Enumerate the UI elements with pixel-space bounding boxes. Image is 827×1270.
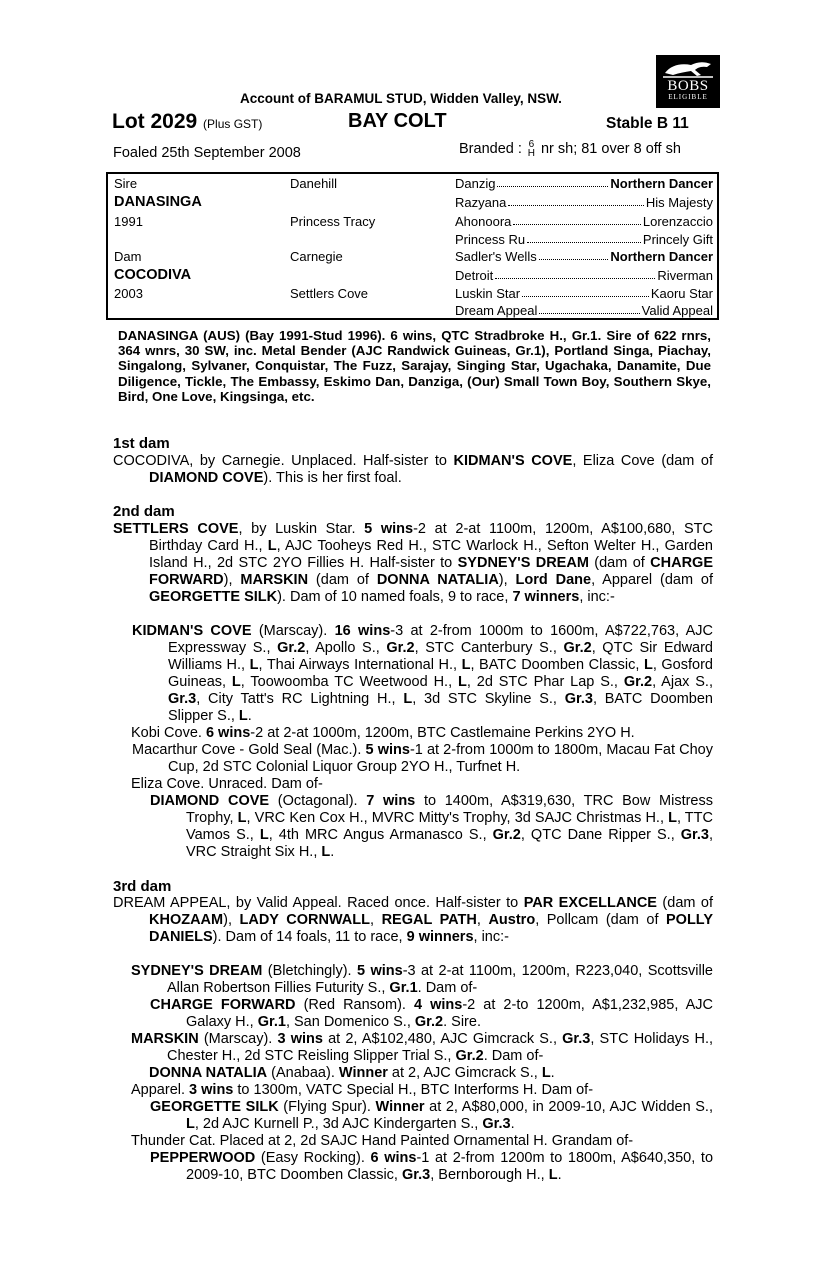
second-dam-heading: 2nd dam [113, 503, 175, 520]
horse-sex-colour: BAY COLT [348, 110, 447, 132]
gen3-dam: Kaoru Star [650, 286, 713, 301]
progeny-entry: Macarthur Cove - Gold Seal (Mac.). 5 wins-1 at 2-from 1000m to 1800m, Macau Fat Choy Cup, 2d STC Colonial Liquor Group 2YO H., Turfnet H. [132, 742, 713, 775]
account-line: Account of BARAMUL STUD, Widden Valley, NSW. [240, 91, 562, 106]
second-dam-text: SETTLERS COVE, by Luskin Star. 5 wins-2 at 2-at 1100m, 1200m, A$100,680, STC Birthday Card H., L, AJC Tooheys Red H., STC Warlock H., Sefton Welter H., Garden Island H., 2d STC 2YO Fillies H. Half-sister to SYDNEY'S DREAM (dam of CHARGE FORWARD), MARSKIN (dam of DONNA NATALIA), Lord Dane, Apparel (dam of GEORGETTE SILK). Dam of 10 named foals, 9 to race, 7 winners, inc:- [113, 521, 714, 605]
brand-mark [526, 140, 537, 158]
gen3-dam: Valid Appeal [641, 303, 713, 318]
gen3-row [455, 214, 713, 229]
progeny-entry: MARSKIN (Marscay). 3 wins at 2, A$102,480, AJC Gimcrack S., Gr.3, STC Holidays H., Chester H., 2d STC Reisling Slipper Trial S., Gr.2. Dam of- [131, 1031, 713, 1064]
dam-year: 2003 [114, 286, 143, 301]
progeny-entry: KIDMAN'S COVE (Marscay). 16 wins-3 at 2-from 1000m to 1600m, A$722,763, AJC Expressway S., Gr.2, Apollo S., Gr.2, STC Canterbury S., Gr.2, QTC Sir Edward Williams H., L, Thai Airways International H., L, BATC Doomben Classic, L, Gosford Guineas, L, Toowoomba TC Weetwood H., L, 2d STC Phar Lap S., Gr.2, Ajax S., Gr.3, City Tatt's RC Lightning H., L, 3d STC Skyline S., Gr.3, BATC Doomben Slipper S., L. [132, 623, 714, 724]
dam-dam: Settlers Cove [290, 286, 369, 301]
brand-bottom: H [527, 148, 536, 159]
gen3-dam: Northern Dancer [610, 176, 713, 191]
plus-gst: (Plus GST) [203, 117, 263, 131]
gen3-row [455, 195, 713, 210]
third-dam-text: DREAM APPEAL, by Valid Appeal. Raced once. Half-sister to PAR EXCELLANCE (dam of KHOZAAM), LADY CORNWALL, REGAL PATH, Austro, Pollcam (dam of POLLY DANIELS). Dam of 14 foals, 11 to race, 9 winners, inc:- [113, 895, 714, 945]
branded-rest: nr sh; 81 over 8 off sh [540, 140, 681, 157]
progeny-entry: DONNA NATALIA (Anabaa). Winner at 2, AJC Gimcrack S., L. [149, 1065, 555, 1081]
gen3-dam: Riverman [657, 268, 713, 283]
gen3-dam: Princely Gift [642, 232, 713, 247]
sire-label: Sire [114, 176, 138, 191]
stable-number: Stable B 11 [606, 115, 689, 132]
gen3-row [455, 232, 713, 247]
sire-year: 1991 [114, 214, 143, 229]
dam-sire: Carnegie [290, 249, 343, 264]
lot-number [112, 110, 262, 134]
third-dam-heading: 3rd dam [113, 878, 172, 895]
progeny-entry: PEPPERWOOD (Easy Rocking). 6 wins-1 at 2-from 1200m to 1800m, A$640,350, to 2009-10, BTC Doomben Classic, Gr.3, Bernborough H., L. [150, 1150, 714, 1183]
progeny-entry: Thunder Cat. Placed at 2, 2d SAJC Hand Painted Ornamental H. Grandam of- [131, 1133, 634, 1149]
gen3-dam: Northern Dancer [610, 249, 713, 264]
gen3-sire: Razyana [455, 195, 507, 210]
logo-word: BOBS [667, 78, 709, 94]
progeny-entry: DIAMOND COVE (Octagonal). 7 wins to 1400m, A$319,630, TRC Bow Mistress Trophy, L, VRC Ken Cox H., MVRC Mitty's Trophy, 3d SAJC Christmas H., L, TTC Vamos S., L, 4th MRC Angus Armanasco S., Gr.2, QTC Dane Ripper S., Gr.3, VRC Straight Six H., L. [150, 793, 713, 860]
lot-label: Lot 2029 [112, 110, 198, 133]
first-dam-heading: 1st dam [113, 435, 170, 452]
branded-label: Branded : [459, 140, 522, 157]
dam-name: COCODIVA [114, 267, 192, 283]
progeny-entry: Eliza Cove. Unraced. Dam of- [131, 776, 323, 792]
sire-summary: DANASINGA (AUS) (Bay 1991-Stud 1996). 6 wins, QTC Stradbroke H., Gr.1. Sire of 622 rnrs, 364 wnrs, 30 SW, inc. Metal Bender (AJC Randwick Guineas, Gr.1), Portland Singa, Piachay, Singalong, Sylvaner, Conquistar, The Fuzz, Sarajay, Singing Star, Ugachaka, Danamite, Due Diligence, Tickle, The Embassy, Eskimo Dan, Danziga, (Our) Small Town Boy, Southern Skye, Bird, One Love, Kingsinga, etc. [118, 328, 711, 404]
sire-name: DANASINGA [114, 194, 202, 210]
gen3-sire: Danzig [455, 176, 496, 191]
gen3-row [455, 286, 713, 301]
progeny-entry: Apparel. 3 wins to 1300m, VATC Special H., BTC Interforms H. Dam of- [131, 1082, 594, 1098]
progeny-entry: Kobi Cove. 6 wins-2 at 2-at 1000m, 1200m, BTC Castlemaine Perkins 2YO H. [131, 725, 635, 741]
gen3-dam: His Majesty [645, 195, 713, 210]
progeny-entry: GEORGETTE SILK (Flying Spur). Winner at 2, A$80,000, in 2009-10, AJC Widden S., L, 2d AJC Kurnell P., 3d AJC Kindergarten S., Gr.3. [150, 1099, 713, 1132]
logo-sub: ELIGIBLE [668, 93, 708, 101]
foaled-date: Foaled 25th September 2008 [113, 145, 301, 161]
gen3-sire: Princess Ru [455, 232, 526, 247]
gen3-sire: Sadler's Wells [455, 249, 537, 264]
horse-icon [661, 59, 715, 79]
gen3-row [455, 249, 713, 264]
gen3-sire: Ahonoora [455, 214, 512, 229]
gen3-dam: Lorenzaccio [642, 214, 713, 229]
first-dam-text: COCODIVA, by Carnegie. Unplaced. Half-sister to KIDMAN'S COVE, Eliza Cove (dam of DIAMOND COVE). This is her first foal. [113, 453, 714, 486]
sire-dam: Princess Tracy [290, 214, 376, 229]
dam-label: Dam [114, 249, 142, 264]
gen3-row [455, 303, 713, 318]
gen3-sire: Luskin Star [455, 286, 521, 301]
pedigree-table [106, 172, 719, 320]
gen3-row [455, 176, 713, 191]
gen3-sire: Detroit [455, 268, 494, 283]
gen3-row [455, 268, 713, 283]
sire-sire: Danehill [290, 176, 337, 191]
progeny-entry: CHARGE FORWARD (Red Ransom). 4 wins-2 at 2-to 1200m, A$1,232,985, AJC Galaxy H., Gr.1, San Domenico S., Gr.2. Sire. [150, 997, 714, 1030]
branded-info [459, 140, 681, 158]
progeny-entry: SYDNEY'S DREAM (Bletchingly). 5 wins-3 at 2-at 1100m, 1200m, R223,040, Scottsville Allan Robertson Fillies Futurity S., Gr.1. Dam of- [131, 963, 713, 996]
brand-top: 6 [528, 139, 535, 150]
gen3-sire: Dream Appeal [455, 303, 538, 318]
bobs-eligible-logo [656, 55, 720, 108]
